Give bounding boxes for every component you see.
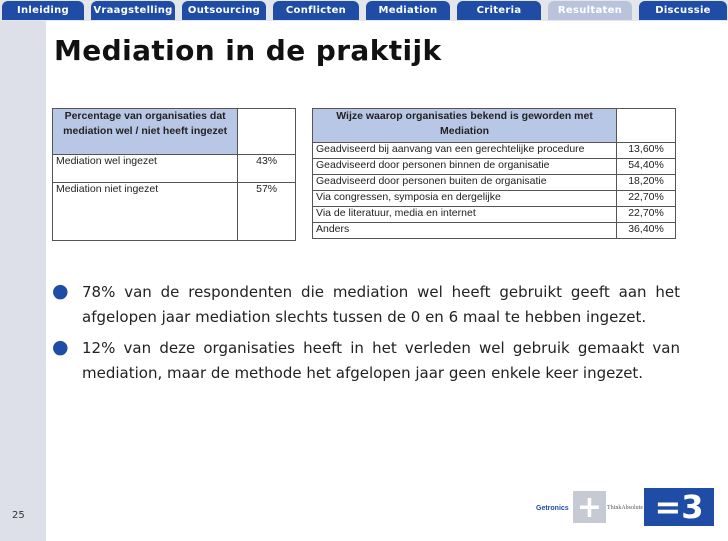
bullet-dot-icon: ● — [52, 336, 69, 358]
bullet-list — [52, 280, 680, 392]
row-label: Geadviseerd door personen binnen de organisatie — [313, 159, 617, 175]
bullet-item — [52, 336, 680, 386]
table-header-cell: Percentage van organisaties dat mediation wel / niet heeft ingezet — [53, 109, 238, 155]
bullet-item — [52, 280, 680, 330]
plus-icon: + — [573, 491, 606, 523]
row-label: Mediation wel ingezet — [53, 155, 238, 183]
table-row — [313, 175, 676, 191]
table-mediation-usage — [52, 108, 296, 241]
tab-inleiding[interactable]: Inleiding — [2, 1, 84, 20]
bullet-text: 78% van de respondenten die mediation wel heeft gebruikt geeft aan het afgelopen jaar mediation slechts tussen de 0 en 6 maal te hebben ingezet. — [82, 283, 680, 326]
equals-three-logo: =3 — [644, 488, 714, 526]
row-label: Via congressen, symposia en dergelijke — [313, 191, 617, 207]
row-value: 36,40% — [617, 223, 676, 239]
tab-conflicten[interactable]: Conflicten — [273, 1, 359, 20]
row-value: 57% — [238, 183, 296, 241]
table-awareness-sources — [312, 108, 676, 239]
page-title: Mediation in de praktijk — [54, 34, 442, 67]
tab-criteria[interactable]: Criteria — [457, 1, 541, 20]
table-header-row — [53, 109, 296, 155]
table-header-empty-cell — [238, 109, 296, 155]
table-row — [313, 159, 676, 175]
row-label: Via de literatuur, media en internet — [313, 207, 617, 223]
page-number: 25 — [12, 510, 25, 521]
nav-bar — [0, 0, 728, 21]
tab-vraagstelling[interactable]: Vraagstelling — [91, 1, 175, 20]
thinkabsolute-logo: ThinkAbsolute — [607, 505, 643, 511]
table-row — [53, 183, 296, 241]
table-header-empty-cell — [617, 109, 676, 143]
table-row — [53, 155, 296, 183]
table-row — [313, 143, 676, 159]
row-value: 18,20% — [617, 175, 676, 191]
tab-resultaten[interactable]: Resultaten — [548, 1, 632, 20]
bullet-dot-icon: ● — [52, 280, 69, 302]
table-header-cell: Wijze waarop organisaties bekend is geworden met Mediation — [313, 109, 617, 143]
row-label: Mediation niet ingezet — [53, 183, 238, 241]
row-value: 22,70% — [617, 191, 676, 207]
table-header-row — [313, 109, 676, 143]
row-value: 13,60% — [617, 143, 676, 159]
table-row — [313, 191, 676, 207]
bullet-text: 12% van deze organisaties heeft in het verleden wel gebruik gemaakt van mediation, maar de methode het afgelopen jaar geen enkele keer ingezet. — [82, 339, 680, 382]
table-row — [313, 207, 676, 223]
row-value: 54,40% — [617, 159, 676, 175]
tab-discussie[interactable]: Discussie — [639, 1, 727, 20]
getronics-logo: Getronics — [536, 504, 569, 512]
row-label: Geadviseerd bij aanvang van een gerechtelijke procedure — [313, 143, 617, 159]
row-value: 43% — [238, 155, 296, 183]
row-label: Anders — [313, 223, 617, 239]
row-value: 22,70% — [617, 207, 676, 223]
table-row — [313, 223, 676, 239]
tab-mediation[interactable]: Mediation — [366, 1, 450, 20]
sidebar-band — [0, 0, 46, 541]
row-label: Geadviseerd door personen buiten de organisatie — [313, 175, 617, 191]
tab-outsourcing[interactable]: Outsourcing — [182, 1, 266, 20]
logo-area — [536, 488, 712, 526]
